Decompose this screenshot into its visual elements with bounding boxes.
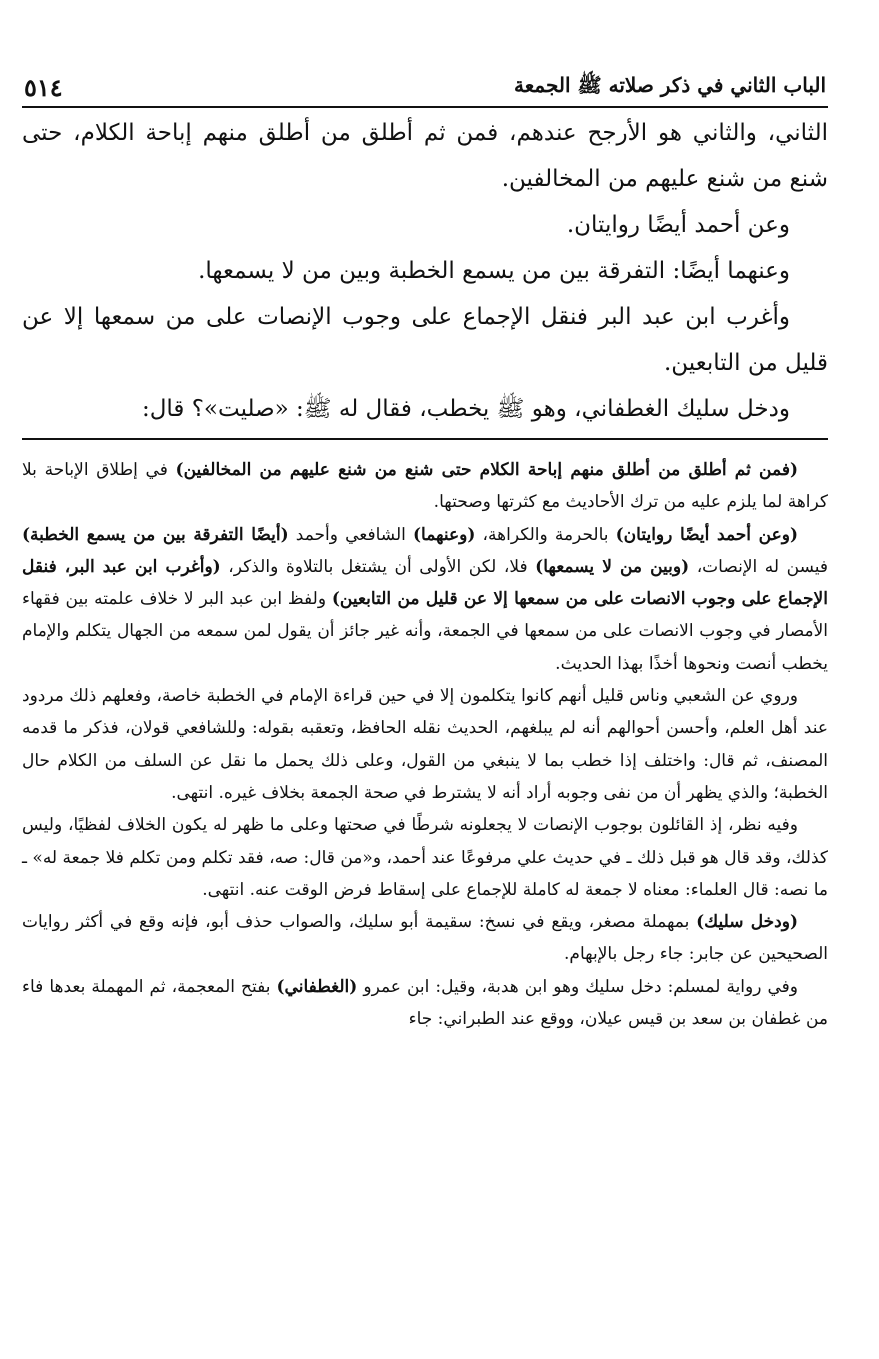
quoted-text: (وأغرب ابن عبد البر، فنقل الإجماع على وجوب الانصات على من سمعها إلا عن قليل من التابعين) bbox=[22, 556, 828, 610]
quoted-text: (ودخل سليك) bbox=[696, 912, 798, 933]
commentary-paragraph bbox=[22, 906, 828, 971]
commentary-paragraph bbox=[22, 971, 828, 1036]
page-header bbox=[22, 62, 828, 108]
page-number: ٥١٤ bbox=[24, 73, 63, 102]
commentary-text: وفي رواية لمسلم: دخل سليك وهو ابن هدبة، وقيل: ابن عمرو bbox=[357, 976, 798, 997]
commentary-text: في إطلاق الإباحة بلا كراهة لما يلزم عليه من ترك الأحاديث مع كثرتها وصحتها. bbox=[22, 460, 828, 513]
quoted-text: (وعن أحمد أيضًا روايتان) bbox=[615, 524, 798, 545]
commentary-text: فيسن له الإنصات، bbox=[689, 556, 829, 577]
commentary-text: بفتح المعجمة، ثم المهملة بعدها فاء من غطفان بن سعد بن قيس عيلان، ووقع عند الطبراني: جاء bbox=[22, 976, 828, 1030]
commentary-paragraph bbox=[22, 519, 828, 680]
commentary-text: ولفظ ابن عبد البر لا خلاف علمته بين فقهاء الأمصار في وجوب الانصات على من سمعها في الجمعة، وأنه غير جائز أن يقول لمن سمعه من الجهال يتكلم والإمام يخطب أنصت ونحوها أخذًا بهذا الحديث. bbox=[22, 589, 828, 674]
main-paragraph: وأغرب ابن عبد البر فنقل الإجماع على وجوب الإنصات على من سمعها إلا عن قليل من التابعين. bbox=[22, 304, 828, 376]
quoted-text: (وعنهما) bbox=[412, 524, 476, 545]
main-paragraph: وعنهما أيضًا: التفرقة بين من يسمع الخطبة وبين من لا يسمعها. bbox=[198, 258, 790, 284]
main-text bbox=[22, 110, 828, 432]
book-page bbox=[22, 62, 828, 1035]
main-paragraph: وعن أحمد أيضًا روايتان. bbox=[566, 212, 790, 238]
main-paragraph: ودخل سليك الغطفاني، وهو ﷺ يخطب، فقال له ﷺ: «صليت»؟ قال: bbox=[141, 396, 790, 422]
commentary-text: بالحرمة والكراهة، bbox=[475, 524, 616, 545]
quoted-text: (فمن ثم أطلق من أطلق منهم إباحة الكلام حتى شنع من شنع عليهم من المخالفين) bbox=[175, 460, 798, 480]
commentary-text: فلا، لكن الأولى أن يشتغل بالتلاوة والذكر، bbox=[220, 556, 536, 577]
chapter-title: الباب الثاني في ذكر صلاته ﷺ الجمعة bbox=[514, 73, 826, 97]
main-paragraph: الثاني، والثاني هو الأرجح عندهم، فمن ثم أطلق من أطلق منهم إباحة الكلام، حتى شنع من شنع عليهم من المخالفين. bbox=[22, 120, 828, 192]
commentary-paragraph: وفيه نظر، إذ القائلون بوجوب الإنصات لا يجعلونه شرطًا في صحتها وعلى ما ظهر له يكون الخلاف لفظيًا، وليس كذلك، وقد قال هو قبل ذلك ـ في حديث علي مرفوعًا عند أحمد، و«من قال: صه، فقد تكلم ومن تكلم فلا جمعة له» ـ ما نصه: قال العلماء: معناه لا جمعة له كاملة للإجماع على إسقاط فرض الوقت عنه. انتهى. bbox=[22, 815, 828, 900]
quoted-text: (وبين من لا يسمعها) bbox=[535, 556, 690, 577]
commentary-paragraph bbox=[22, 454, 828, 519]
commentary-text: الشافعي وأحمد bbox=[288, 524, 413, 545]
commentary-paragraph: وروي عن الشعبي وناس قليل أنهم كانوا يتكلمون إلا في حين قراءة الإمام في الخطبة خاصة، وفعلهم ذلك مردود عند أهل العلم، وأحسن أحوالهم أنه لم يبلغهم، الحديث نقله الحافظ، وتعقبه بقوله: وللشافعي قولان، فذكر ما قدمه المصنف، ثم قال: واختلف إذا خطب بما لا ينبغي من القول، وعلى ذلك يحمل ما نقل عن السلف من الكلام حال الخطبة؛ والذي يظهر أن من نفى وجوبه أراد أنه لا يشترط في صحة الجمعة بخلاف غيره. انتهى. bbox=[22, 686, 828, 803]
quoted-text: (الغطفاني) bbox=[276, 976, 358, 997]
quoted-text: (أيضًا التفرقة بين من يسمع الخطبة) bbox=[22, 524, 289, 545]
commentary-text: بمهملة مصغر، ويقع في نسخ: سقيمة أبو سليك، والصواب حذف أبو، فإنه وقع في أكثر روايات الصحيحين عن جابر: جاء رجل بالإبهام. bbox=[22, 912, 828, 965]
main-commentary-divider bbox=[22, 438, 828, 440]
commentary bbox=[22, 454, 828, 1035]
